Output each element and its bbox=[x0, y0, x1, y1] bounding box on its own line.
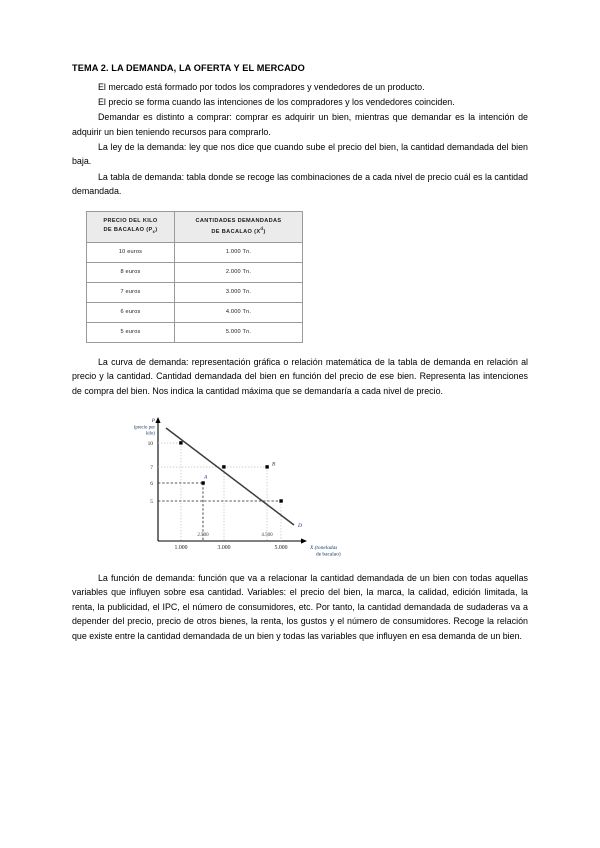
spacer bbox=[72, 563, 528, 571]
xtick-minor-label-2500: 2.500 bbox=[197, 532, 209, 538]
cell-quantity: 3.000 Tn. bbox=[175, 282, 303, 302]
paragraph-3: Demandar es distinto a comprar: comprar es adquirir un bien, mientras que demandar es la intención de adquirir un bien teniendo recursos para comprarlo. bbox=[72, 112, 528, 137]
table-row bbox=[87, 262, 303, 282]
cell-price: 6 euros bbox=[87, 302, 175, 322]
ytick-label-6: 6 bbox=[150, 480, 153, 487]
point-label-A: A bbox=[204, 474, 208, 481]
header-quantity-line2: DE BACALAO (X bbox=[211, 229, 261, 236]
cell-price: 7 euros bbox=[87, 282, 175, 302]
ytick-label-7: 7 bbox=[150, 464, 153, 471]
table-row bbox=[87, 242, 303, 262]
data-point-5000-5 bbox=[279, 499, 282, 502]
demand-curve-chart bbox=[126, 413, 376, 563]
cell-quantity: 5.000 Tn. bbox=[175, 322, 303, 342]
ytick-label-10: 10 bbox=[147, 440, 153, 447]
xtick-label-1000: 1.000 bbox=[174, 544, 188, 551]
y-axis-title-line1: P bbox=[151, 417, 155, 424]
spacer bbox=[72, 343, 528, 355]
table-header-price bbox=[87, 211, 175, 242]
data-point-A bbox=[201, 481, 204, 484]
cell-quantity: 2.000 Tn. bbox=[175, 262, 303, 282]
data-point-1000-10 bbox=[179, 441, 182, 444]
header-price-line2: DE BACALAO (P bbox=[103, 226, 153, 233]
cell-quantity: 4.000 Tn. bbox=[175, 302, 303, 322]
x-axis-title-line1: X (toneladas bbox=[310, 544, 338, 551]
data-point-3000-7 bbox=[222, 465, 225, 468]
cell-quantity: 1.000 Tn. bbox=[175, 242, 303, 262]
y-axis-arrow bbox=[155, 417, 160, 423]
page-title: TEMA 2. LA DEMANDA, LA OFERTA Y EL MERCADO bbox=[72, 63, 305, 73]
table-row bbox=[87, 282, 303, 302]
paragraph-2: El precio se forma cuando las intenciones de los compradores y los vendedores coinciden. bbox=[98, 97, 455, 108]
table-row bbox=[87, 322, 303, 342]
header-price-close: ) bbox=[155, 226, 158, 233]
xtick-label-5000: 5.000 bbox=[274, 544, 288, 551]
paragraph-5: La tabla de demanda: tabla donde se recoge las combinaciones de a cada nivel de precio cuál es la cantidad demandada. bbox=[72, 171, 528, 197]
table-header-quantity bbox=[175, 211, 303, 242]
x-axis-arrow bbox=[301, 538, 307, 543]
header-price-subscript: x bbox=[152, 228, 156, 234]
curve-label-D: D bbox=[298, 522, 303, 529]
cell-price: 5 euros bbox=[87, 322, 175, 342]
document-content bbox=[72, 62, 528, 644]
demand-curve-figure bbox=[72, 413, 528, 563]
table-header-row bbox=[87, 211, 303, 242]
paragraph-funcion-demanda: La función de demanda: función que va a relacionar la cantidad demandada de un bien con todas aquellas variables que influyen sobre esa cantidad. Variables: el precio del bien, la marca, la calidad, edición limitada, la renta, la publicidad, el IPC, el número de consumidores, etc. Por tanto, la cantidad demandada de sudaderas va a depender del precio, precio de otros bienes, la renta, los gustos y el número de consumidores. Recoge la relación que existe entre la cantidad demandada de un bien y todas las variables que influyen en esa demanda de un bien. bbox=[72, 572, 528, 641]
header-price-line1: PRECIO DEL KILO bbox=[103, 218, 158, 225]
point-label-B: B bbox=[272, 461, 276, 468]
header-quantity-superscript: d bbox=[260, 226, 264, 232]
header-quantity-close: ) bbox=[263, 229, 266, 236]
paragraph-1: El mercado está formado por todos los compradores y vendedores de un producto. bbox=[98, 82, 425, 92]
demand-table bbox=[86, 211, 303, 343]
demand-curve-line bbox=[166, 428, 294, 525]
header-quantity-line1: CANTIDADES DEMANDADAS bbox=[195, 217, 282, 224]
paragraph-curva-demanda: La curva de demanda: representación gráfica o relación matemática de la tabla de demanda en relación al precio y la cantidad. Cantidad demandada del bien en función del precio de ese bien. Representa las intenciones de compra del bien. Nos indica la cantidad máxima que se demandaría a cada nivel de precio. bbox=[72, 356, 528, 396]
demand-curve-svg bbox=[126, 413, 376, 563]
x-axis-title-line2: de bacalao) bbox=[316, 551, 341, 558]
table-row bbox=[87, 302, 303, 322]
data-point-B bbox=[265, 465, 268, 468]
paragraph-4: La ley de la demanda: ley que nos dice que cuando sube el precio del bien, la cantidad demandada del bien baja. bbox=[72, 141, 528, 167]
xtick-minor-label-4500: 4.500 bbox=[261, 532, 273, 538]
cell-price: 10 euros bbox=[87, 242, 175, 262]
ytick-label-5: 5 bbox=[150, 498, 153, 505]
cell-price: 8 euros bbox=[87, 262, 175, 282]
demand-table-wrapper bbox=[86, 211, 528, 343]
xtick-label-3000: 3.000 bbox=[217, 544, 231, 551]
y-axis-title-line3: kilo) bbox=[145, 431, 155, 437]
y-axis-title-line2: (precio por bbox=[133, 425, 155, 431]
